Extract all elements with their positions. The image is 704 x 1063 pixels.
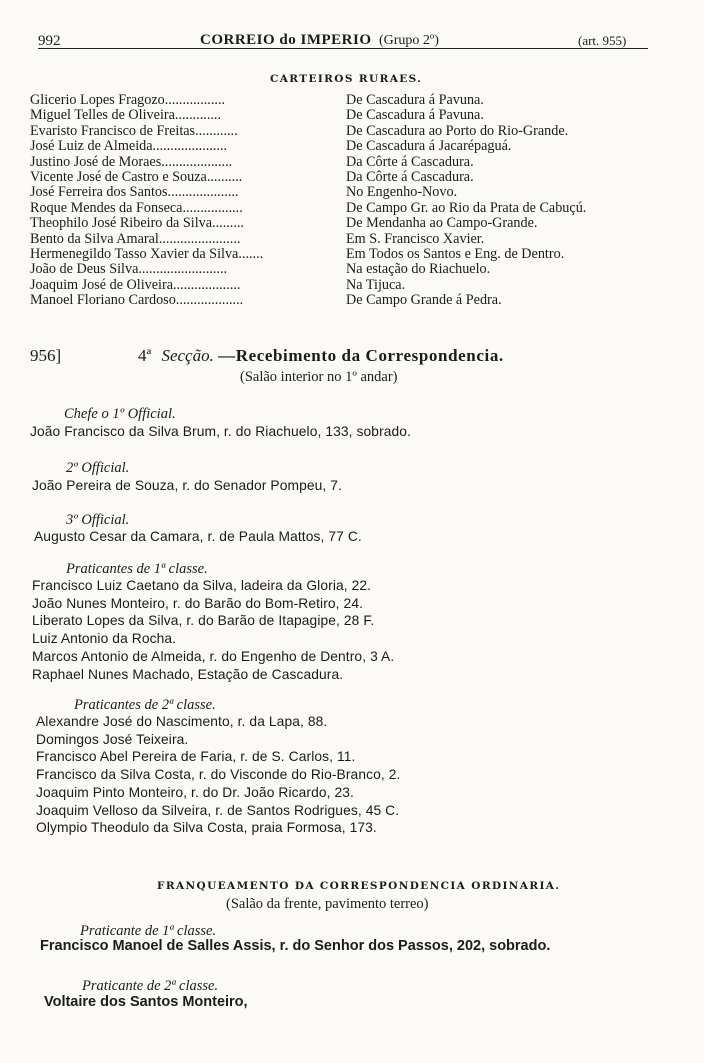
roster-row <box>30 93 670 108</box>
third-official-role: 3º Official. <box>66 512 130 528</box>
praticantes-2-role: Praticantes de 2ª classe. <box>74 697 216 713</box>
praticantes-1-role: Praticantes de 1ª classe. <box>66 561 208 577</box>
carrier-name: Hermenegildo Tasso Xavier da Silva....... <box>30 245 264 262</box>
carrier-name: Justino José de Moraes.................... <box>30 153 233 170</box>
carrier-route: Da Côrte á Cascadura. <box>346 168 474 185</box>
roster-row <box>30 108 670 123</box>
list-item: Francisco Abel Pereira de Faria, r. de S. Carlos, 11. <box>36 749 356 765</box>
carrier-route: No Engenho-Novo. <box>346 184 458 201</box>
chief-entry: João Francisco da Silva Brum, r. do Riachuelo, 133, sobrado. <box>30 424 412 439</box>
chief-role: Chefe o 1º Official. <box>64 406 176 422</box>
list-item: Marcos Antonio de Almeida, r. do Engenho de Dentro, 3 A. <box>32 648 395 664</box>
roster-row <box>30 139 670 154</box>
carrier-route: De Campo Gr. ao Rio da Prata de Cabuçú. <box>346 199 587 216</box>
carrier-route: Em Todos os Santos e Eng. de Dentro. <box>346 245 565 262</box>
carrier-route: Em S. Francisco Xavier. <box>346 230 485 247</box>
carrier-name: Vicente José de Castro e Souza.......... <box>30 168 243 185</box>
roster-row <box>30 247 670 262</box>
franq-prac2-entry: Voltaire dos Santos Monteiro, <box>44 994 248 1010</box>
roster-row <box>30 124 670 139</box>
article-number: (art. 955) <box>578 33 627 48</box>
running-header <box>200 32 439 49</box>
rural-carriers-heading: CARTEIROS RURAES. <box>270 73 423 85</box>
page-number: 992 <box>38 33 61 49</box>
list-item: Alexandre José do Nascimento, r. da Lapa, 88. <box>36 714 328 729</box>
carrier-route: Na estação do Riachuelo. <box>346 261 491 278</box>
list-item: João Nunes Monteiro, r. do Barão do Bom-Retiro, 24. <box>32 595 364 611</box>
carrier-route: Da Côrte á Cascadura. <box>346 153 474 170</box>
carrier-name: Theophilo José Ribeiro da Silva......... <box>30 215 244 232</box>
franq-prac1-role: Praticante de 1ª classe. <box>80 923 217 939</box>
second-official-entry: João Pereira de Souza, r. do Senador Pompeu, 7. <box>32 478 342 493</box>
rural-carriers-roster <box>30 93 670 308</box>
roster-row <box>30 155 670 170</box>
roster-row <box>30 293 670 308</box>
roster-row <box>30 232 670 247</box>
carrier-route: Na Tijuca. <box>346 276 406 293</box>
carrier-name: Roque Mendes da Fonseca................. <box>30 199 243 216</box>
third-official-entry: Augusto Cesar da Camara, r. de Paula Mattos, 77 C. <box>34 529 362 544</box>
section-label: Secção. <box>161 346 214 365</box>
section-956-location: (Salão interior no 1º andar) <box>240 369 398 385</box>
carrier-name: Miguel Telles de Oliveira............. <box>30 107 222 124</box>
franq-prac2-role: Praticante de 2ª classe. <box>82 978 219 994</box>
carrier-name: Evaristo Francisco de Freitas............ <box>30 122 238 139</box>
roster-row <box>30 170 670 185</box>
praticantes-1-list <box>32 577 394 683</box>
roster-row <box>30 278 670 293</box>
carrier-route: De Cascadura ao Porto do Rio-Grande. <box>346 122 569 139</box>
header-title: CORREIO do IMPERIO <box>200 32 372 48</box>
second-official-role: 2º Official. <box>66 460 130 476</box>
franqueamento-location: (Salão da frente, pavimento terreo) <box>226 896 429 912</box>
carrier-name: Bento da Silva Amaral....................... <box>30 230 241 247</box>
section-956-title <box>138 346 504 366</box>
carrier-name: João de Deus Silva......................... <box>30 261 228 278</box>
carrier-name: Glicerio Lopes Fragozo................. <box>30 92 226 108</box>
carrier-route: De Cascadura á Pavuna. <box>346 107 484 124</box>
carrier-name: José Luiz de Almeida..................... <box>30 138 228 155</box>
carrier-route: De Campo Grande á Pedra. <box>346 292 502 309</box>
list-item: Joaquim Velloso da Silveira, r. de Santos Rodrigues, 45 C. <box>36 802 400 818</box>
list-item: Francisco Luiz Caetano da Silva, ladeira da Gloria, 22. <box>32 578 372 593</box>
roster-row <box>30 216 670 231</box>
praticantes-2-list <box>36 713 400 837</box>
carrier-name: Manoel Floriano Cardoso................... <box>30 292 244 309</box>
list-item: Raphael Nunes Machado, Estação de Cascadura. <box>32 666 344 682</box>
roster-row <box>30 185 670 200</box>
list-item: Liberato Lopes da Silva, r. do Barão de Itapagipe, 28 F. <box>32 613 375 629</box>
list-item: Francisco da Silva Costa, r. do Visconde do Rio-Branco, 2. <box>36 767 401 783</box>
franqueamento-heading: FRANQUEAMENTO DA CORRESPONDENCIA ORDINARIA. <box>157 880 561 892</box>
article-956-number: 956] <box>30 346 62 365</box>
carrier-route: De Mendanha ao Campo-Grande. <box>346 215 538 232</box>
roster-row <box>30 262 670 277</box>
header-group: (Grupo 2º) <box>378 33 439 48</box>
header-rule <box>38 48 648 49</box>
section-ordinal: 4ª <box>138 346 152 365</box>
franq-prac1-entry: Francisco Manoel de Salles Assis, r. do Senhor dos Passos, 202, sobrado. <box>40 938 551 954</box>
roster-row <box>30 201 670 216</box>
list-item: Olympio Theodulo da Silva Costa, praia Formosa, 173. <box>36 820 377 836</box>
carrier-route: De Cascadura á Pavuna. <box>346 92 484 108</box>
carrier-route: De Cascadura á Jacarépaguá. <box>346 138 512 155</box>
list-item: Joaquim Pinto Monteiro, r. do Dr. João Ricardo, 23. <box>36 784 354 800</box>
carrier-name: Joaquim José de Oliveira................... <box>30 276 241 293</box>
section-name: —Recebimento da Correspondencia. <box>218 346 504 365</box>
list-item: Domingos José Teixeira. <box>36 731 189 747</box>
list-item: Luiz Antonio da Rocha. <box>32 631 177 647</box>
carrier-name: José Ferreira dos Santos.................... <box>30 184 239 201</box>
